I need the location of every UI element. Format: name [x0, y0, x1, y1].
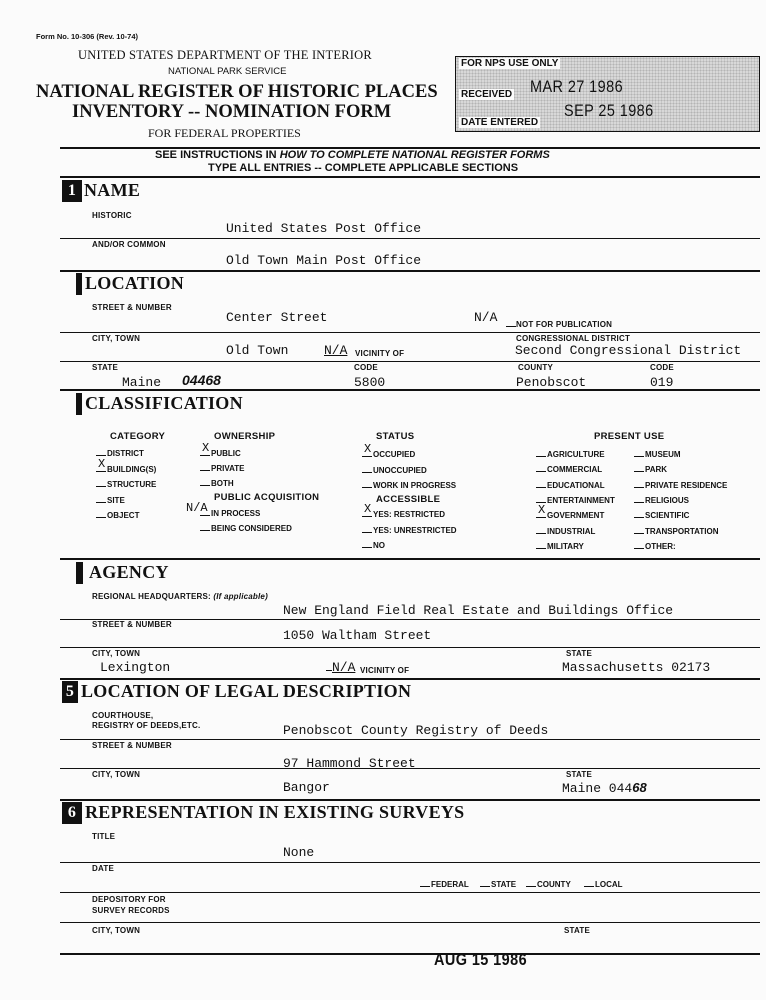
- accessible-label: YES: RESTRICTED: [373, 510, 446, 519]
- present-use-option: [536, 450, 605, 459]
- acquisition-option: [200, 524, 292, 533]
- accessible-mark: X: [364, 502, 372, 516]
- form-number: Form No. 10-306 (Rev. 10-74): [36, 32, 138, 41]
- survey-level-label: STATE: [491, 880, 517, 889]
- street-value: Center Street: [226, 310, 328, 325]
- section3-end-rule: [60, 558, 760, 560]
- nps-received-label: RECEIVED: [461, 89, 513, 100]
- courthouse-label-line1: COURTHOUSE,: [92, 711, 154, 720]
- agency-city-label: CITY, TOWN: [92, 649, 141, 658]
- agency-street-rule: [60, 647, 760, 648]
- present-use-heading: PRESENT USE: [594, 431, 665, 442]
- historic-rule: [60, 238, 760, 239]
- ownership-heading: OWNERSHIP: [214, 431, 276, 442]
- present-use-label: MUSEUM: [645, 450, 681, 459]
- present-use-label: TRANSPORTATION: [645, 526, 719, 536]
- present-use-label: PRIVATE RESIDENCE: [645, 480, 728, 490]
- present-use-label: SCIENTIFIC: [645, 511, 690, 521]
- survey-level-option: [480, 880, 516, 889]
- section3-title: CLASSIFICATION: [85, 393, 243, 413]
- present-use-option: [634, 450, 681, 459]
- acquisition-label: IN PROCESS: [211, 509, 261, 518]
- section2-end-rule: [60, 389, 760, 391]
- category-option: [96, 480, 156, 489]
- agency-state-value: Massachusetts 02173: [562, 660, 711, 675]
- section2-title: LOCATION: [85, 273, 185, 293]
- present-use-option: [536, 527, 595, 536]
- legal-state-value: Maine 04468: [562, 780, 647, 796]
- status-label: OCCUPIED: [373, 450, 416, 459]
- agency-vicinity-label: VICINITY OF: [360, 666, 410, 675]
- agency-street-value: 1050 Waltham Street: [283, 628, 432, 643]
- survey-date-rule: [60, 892, 760, 893]
- county-label: COUNTY: [518, 363, 553, 372]
- status-heading: STATUS: [376, 431, 415, 442]
- county-code-label: CODE: [650, 363, 674, 372]
- present-use-option: [536, 496, 615, 505]
- present-use-label: COMMERCIAL: [547, 465, 603, 475]
- accessible-label: YES: UNRESTRICTED: [373, 525, 457, 535]
- state-value: Maine: [122, 375, 162, 390]
- ownership-label: BOTH: [211, 479, 234, 488]
- accessible-option: [362, 526, 457, 535]
- section3-heading: [76, 393, 243, 415]
- form-subtitle: FOR FEDERAL PROPERTIES: [148, 126, 301, 140]
- nps-received-stamp: MAR 27 1986: [530, 77, 624, 96]
- nps-date-entered-label: DATE ENTERED: [461, 117, 539, 128]
- present-use-option: [634, 542, 676, 551]
- historic-label: HISTORIC: [92, 211, 132, 220]
- status-option: [362, 481, 456, 490]
- present-use-option: [634, 496, 689, 505]
- survey-title-rule: [60, 862, 760, 863]
- status-label: WORK IN PROGRESS: [373, 481, 457, 490]
- section5-heading: [62, 681, 411, 703]
- state-label: STATE: [92, 363, 119, 372]
- present-use-label: ENTERTAINMENT: [547, 495, 615, 505]
- agency-city-value: Lexington: [100, 660, 171, 675]
- instructions-line1: SEE INSTRUCTIONS IN HOW TO COMPLETE NATIONAL REGISTER FORMS: [155, 149, 550, 161]
- form-bottom-rule: [60, 953, 760, 955]
- legal-city-value: Bangor: [283, 780, 330, 795]
- county-code-value: 019: [650, 375, 674, 390]
- accessible-option: [362, 541, 385, 550]
- courthouse-value: Penobscot County Registry of Deeds: [283, 723, 549, 738]
- survey-level-option: [420, 880, 469, 889]
- state-code-value: 5800: [354, 375, 386, 390]
- survey-city-label: CITY, TOWN: [92, 926, 141, 935]
- city-value: Old Town: [226, 343, 289, 358]
- city-rule: [60, 361, 760, 362]
- accessible-label: NO: [373, 541, 385, 550]
- acquisition-option: [186, 501, 261, 518]
- depository-label-line1: DEPOSITORY FOR: [92, 895, 166, 904]
- present-use-label: OTHER:: [645, 541, 676, 551]
- section4-number: 4: [76, 562, 83, 584]
- status-option: [362, 466, 427, 475]
- present-use-option: [634, 481, 727, 490]
- present-use-label: MILITARY: [547, 541, 584, 551]
- present-use-label: GOVERNMENT: [547, 511, 605, 521]
- city-town-label: CITY, TOWN: [92, 334, 141, 343]
- common-name-value: Old Town Main Post Office: [226, 253, 422, 268]
- survey-level-label: LOCAL: [595, 880, 623, 889]
- present-use-label: AGRICULTURE: [547, 450, 605, 459]
- survey-level-label: COUNTY: [537, 880, 571, 889]
- department-name: UNITED STATES DEPARTMENT OF THE INTERIOR: [78, 48, 372, 62]
- section1-title: NAME: [84, 180, 141, 200]
- agency-vicinity-value: N/A: [326, 660, 355, 675]
- congressional-district-label: CONGRESSIONAL DISTRICT: [516, 334, 631, 343]
- instructions-line2: TYPE ALL ENTRIES -- COMPLETE APPLICABLE SECTIONS: [208, 162, 519, 174]
- acquisition-label: BEING CONSIDERED: [211, 524, 292, 533]
- category-option: [96, 456, 157, 474]
- common-name-label: AND/OR COMMON: [92, 240, 166, 249]
- form-title-line2: INVENTORY -- NOMINATION FORM: [72, 102, 392, 122]
- survey-level-label: FEDERAL: [431, 880, 469, 889]
- state-zip-handwritten: 04468: [182, 372, 221, 388]
- category-heading: CATEGORY: [110, 431, 166, 442]
- survey-title-value: None: [283, 845, 315, 860]
- legal-city-label: CITY, TOWN: [92, 770, 141, 779]
- legal-zip-handwritten: 68: [632, 780, 647, 795]
- section5-title: LOCATION OF LEGAL DESCRIPTION: [81, 681, 412, 701]
- survey-level-option: [584, 880, 623, 889]
- section5-number: 5: [62, 681, 78, 703]
- not-for-publication-label: NOT FOR PUBLICATION: [506, 320, 612, 329]
- regional-headquarters-value: New England Field Real Estate and Buildings Office: [283, 603, 674, 618]
- nps-use-only-box: [455, 56, 760, 132]
- category-option: [96, 496, 125, 505]
- section1-number: 1: [62, 180, 82, 202]
- survey-level-option: [526, 880, 571, 889]
- present-use-option: [536, 503, 605, 521]
- present-use-option: [536, 542, 584, 551]
- category-mark: X: [98, 456, 106, 471]
- category-label: STRUCTURE: [107, 480, 157, 489]
- survey-title-label: TITLE: [92, 832, 116, 841]
- ownership-label: PUBLIC: [211, 449, 241, 458]
- state-code-label: CODE: [354, 363, 378, 372]
- legal-street-label: STREET & NUMBER: [92, 741, 172, 750]
- survey-state-label: STATE: [564, 926, 591, 935]
- ownership-mark: X: [202, 441, 210, 455]
- depository-rule: [60, 922, 760, 923]
- legal-state-label: STATE: [566, 770, 593, 779]
- congressional-district-value: Second Congressional District: [515, 343, 742, 358]
- vicinity-value: N/A: [324, 343, 348, 358]
- present-use-option: [634, 511, 689, 520]
- footer-date-stamp: AUG 15 1986: [434, 950, 528, 969]
- section1-heading: [62, 180, 140, 202]
- ownership-label: PRIVATE: [211, 464, 245, 473]
- ownership-option: [200, 479, 234, 488]
- section2-number: 2: [76, 273, 82, 295]
- historic-name-value: United States Post Office: [226, 221, 422, 236]
- street-number-label: STREET & NUMBER: [92, 303, 172, 312]
- present-use-option: [634, 465, 667, 474]
- present-use-label: EDUCATIONAL: [547, 480, 605, 490]
- vicinity-label: VICINITY OF: [355, 349, 405, 358]
- legal-street-rule: [60, 768, 760, 769]
- accessible-option: [362, 502, 446, 519]
- form-title-line1: NATIONAL REGISTER OF HISTORIC PLACES: [36, 82, 438, 102]
- agency-street-label: STREET & NUMBER: [92, 620, 172, 629]
- section6-number: 6: [62, 802, 82, 824]
- section5-end-rule: [60, 799, 760, 801]
- category-label: BUILDING(S): [107, 464, 157, 474]
- section6-heading: [62, 802, 465, 824]
- survey-date-label: DATE: [92, 864, 114, 873]
- courthouse-rule: [60, 739, 760, 740]
- present-use-option: [536, 465, 602, 474]
- ownership-option: [200, 464, 244, 473]
- present-use-label: RELIGIOUS: [645, 495, 690, 505]
- section3-number: 3: [76, 393, 82, 415]
- regional-headquarters-label: REGIONAL HEADQUARTERS: (If applicable): [92, 592, 268, 601]
- section2-heading: [76, 273, 184, 295]
- agency-state-label: STATE: [566, 649, 593, 658]
- not-for-publication-value: N/A: [474, 310, 498, 325]
- public-acquisition-heading: PUBLIC ACQUISITION: [214, 492, 320, 503]
- category-label: SITE: [107, 495, 125, 505]
- category-option: [96, 511, 139, 520]
- section1-end-rule: [60, 270, 760, 272]
- county-value: Penobscot: [516, 375, 587, 390]
- service-name: NATIONAL PARK SERVICE: [168, 66, 287, 77]
- status-label: UNOCCUPIED: [373, 465, 427, 475]
- section4-title: AGENCY: [89, 562, 169, 582]
- status-option: [362, 442, 416, 459]
- nps-date-entered-stamp: SEP 25 1986: [564, 101, 654, 120]
- courthouse-label-line2: REGISTRY OF DEEDS,ETC.: [92, 721, 201, 730]
- section4-end-rule: [60, 678, 760, 680]
- accessible-heading: ACCESSIBLE: [376, 494, 441, 505]
- category-label: DISTRICT: [107, 449, 144, 458]
- present-use-label: INDUSTRIAL: [547, 526, 596, 536]
- present-use-option: [536, 481, 605, 490]
- present-use-label: PARK: [645, 465, 668, 475]
- ownership-option: [200, 441, 241, 458]
- status-mark: X: [364, 442, 372, 456]
- legal-street-value: 97 Hammond Street: [283, 756, 416, 771]
- street-rule: [60, 332, 760, 333]
- section4-heading: [76, 562, 169, 584]
- category-label: OBJECT: [107, 511, 140, 520]
- present-use-mark: X: [538, 503, 546, 518]
- nps-box-heading: FOR NPS USE ONLY: [461, 58, 559, 69]
- present-use-option: [634, 527, 718, 536]
- section6-title: REPRESENTATION IN EXISTING SURVEYS: [85, 802, 465, 822]
- acquisition-mark: N/A: [186, 501, 208, 515]
- depository-label-line2: SURVEY RECORDS: [92, 906, 170, 915]
- instructions-rule: [60, 176, 760, 178]
